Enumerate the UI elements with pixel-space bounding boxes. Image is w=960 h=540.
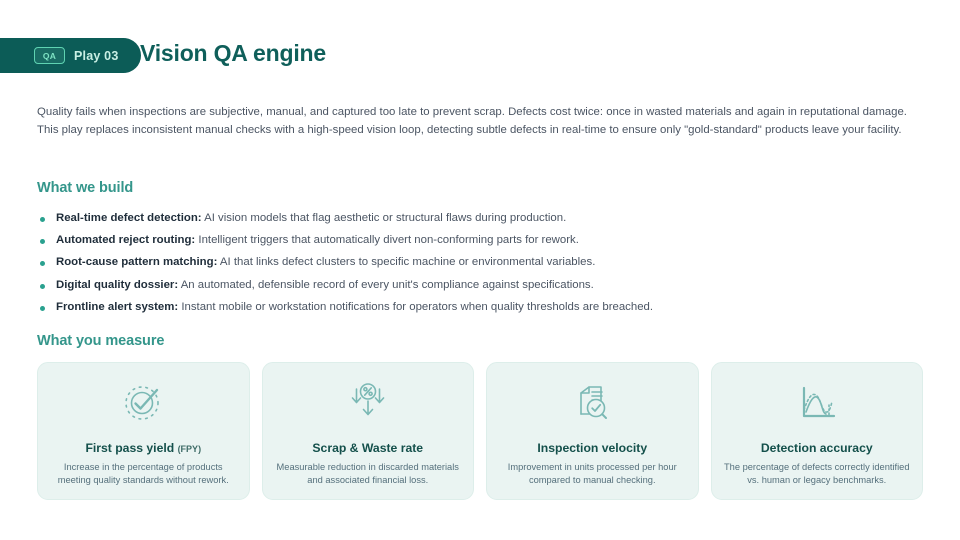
metric-card-title-text: First pass yield — [85, 441, 175, 455]
build-item-term: Root-cause pattern matching: — [56, 256, 218, 269]
percent-down-arrows-icon — [344, 379, 392, 427]
metric-card-description: Improvement in units processed per hour compared to manual checking. — [507, 462, 677, 486]
build-item-desc: Instant mobile or workstation notifications for operators when quality thresholds are breached. — [178, 300, 654, 313]
bullet-dot-icon — [40, 239, 45, 244]
metric-card — [711, 362, 924, 500]
build-item-term: Automated reject routing: — [56, 234, 196, 247]
build-item-desc: An automated, defensible record of every unit's compliance against specifications. — [178, 278, 594, 291]
page-title: Vision QA engine — [140, 40, 326, 66]
build-list-item — [37, 233, 917, 248]
metric-card-description: Increase in the percentage of products meeting quality standards without rework. — [57, 462, 229, 486]
metric-card — [37, 362, 250, 500]
clock-check-icon — [119, 379, 167, 427]
section-heading-build: What we build — [37, 180, 134, 196]
build-item-text — [56, 300, 653, 315]
build-item-text — [56, 211, 566, 226]
metric-card-row — [37, 362, 923, 500]
build-item-term: Frontline alert system: — [56, 300, 179, 313]
play-number-label: Play 03 — [74, 48, 119, 63]
qa-chip-icon: QA — [34, 47, 65, 64]
section-heading-measure: What you measure — [37, 333, 165, 349]
bullet-dot-icon — [40, 261, 45, 266]
metric-card-title — [85, 441, 201, 455]
build-item-desc: AI that links defect clusters to specific machine or environmental variables. — [217, 256, 596, 269]
build-list-item — [37, 278, 917, 293]
play-badge-pill — [0, 38, 141, 73]
line-chart-icon — [793, 379, 841, 427]
metric-card-title-text: Detection accuracy — [760, 441, 873, 455]
build-item-desc: Intelligent triggers that automatically divert non-conforming parts for rework. — [195, 234, 579, 247]
build-item-term: Real-time defect detection: — [56, 212, 202, 224]
build-list — [37, 211, 917, 322]
build-item-text — [56, 278, 594, 293]
metric-card-title-suffix: (FPY) — [177, 444, 202, 454]
metric-card-title — [761, 441, 873, 455]
build-item-text — [56, 255, 595, 270]
build-list-item — [37, 300, 917, 315]
metric-card — [262, 362, 475, 500]
metric-card-title-text: Scrap & Waste rate — [312, 441, 424, 455]
intro-paragraph: Quality fails when inspections are subjective, manual, and captured too late to prevent scrap. Defects cost twice: once in wasted materials and again in reputational damage. This play replaces inconsistent manual checks with a high-speed vision loop, detecting subtle defects in real-time to ensure only "gold-standard" products leave your facility. — [37, 106, 907, 137]
metric-card — [486, 362, 699, 500]
bullet-dot-icon — [40, 217, 45, 222]
bullet-dot-icon — [40, 284, 45, 289]
metric-card-description: The percentage of defects correctly identified vs. human or legacy benchmarks. — [723, 462, 910, 486]
bullet-dot-icon — [40, 306, 45, 311]
metric-card-title-text: Inspection velocity — [537, 441, 648, 455]
build-item-text — [56, 233, 579, 248]
build-item-term: Digital quality dossier: — [56, 278, 179, 291]
build-item-desc: AI vision models that flag aesthetic or structural flaws during production. — [201, 212, 567, 224]
document-magnifier-check-icon — [568, 379, 616, 427]
metric-card-title — [312, 441, 423, 455]
build-list-item — [37, 255, 917, 270]
metric-card-description: Measurable reduction in discarded materials and associated financial loss. — [276, 462, 459, 486]
build-list-item — [37, 211, 917, 226]
slide-header — [0, 0, 960, 78]
metric-card-title — [537, 441, 647, 455]
